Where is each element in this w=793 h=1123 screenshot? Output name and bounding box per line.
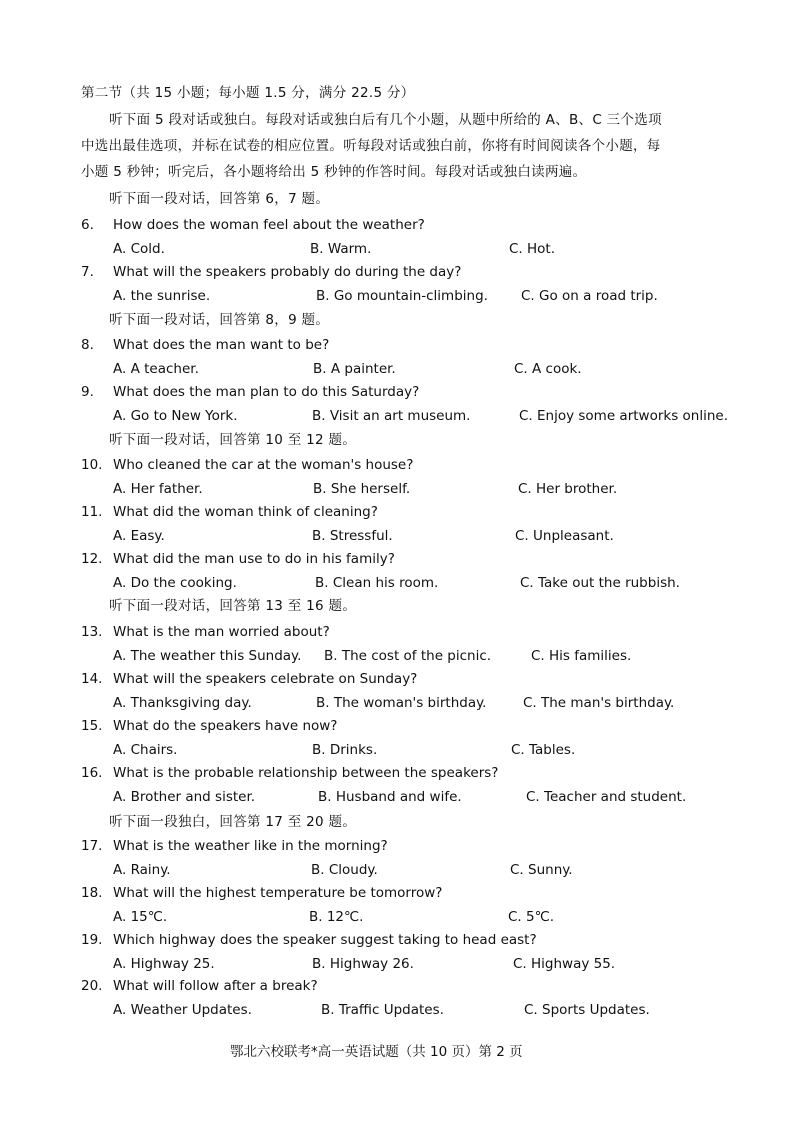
- answer-option-a: A. A teacher.: [113, 361, 199, 377]
- question-number: 6.: [81, 217, 94, 233]
- page-footer: 鄂北六校联考*高一英语试题（共 10 页）第 2 页: [230, 1044, 523, 1060]
- answer-option-c: C. Her brother.: [518, 481, 618, 497]
- answer-option-b: B. The woman's birthday.: [316, 695, 487, 711]
- answer-option-b: B. She herself.: [313, 481, 411, 497]
- question-text: What did the man use to do in his family?: [113, 551, 395, 567]
- question-number: 9.: [81, 384, 94, 400]
- answer-option-c: C. Sunny.: [510, 862, 573, 878]
- question-number: 11.: [81, 504, 103, 520]
- answer-option-b: B. Traffic Updates.: [321, 1002, 444, 1018]
- question-text: What did the woman think of cleaning?: [113, 504, 378, 520]
- section-title: 第二节（共 15 小题；每小题 1.5 分，满分 22.5 分）: [81, 85, 415, 101]
- question-number: 8.: [81, 337, 94, 353]
- question-number: 14.: [81, 671, 103, 687]
- question-text: What do the speakers have now?: [113, 718, 338, 734]
- question-number: 19.: [81, 932, 103, 948]
- answer-option-c: C. Unpleasant.: [515, 528, 614, 544]
- question-text: What will the speakers celebrate on Sunday?: [113, 671, 418, 687]
- question-text: What is the man worried about?: [113, 624, 330, 640]
- answer-option-c: C. A cook.: [514, 361, 582, 377]
- question-number: 7.: [81, 264, 94, 280]
- answer-option-b: B. Drinks.: [312, 742, 378, 758]
- group-intro: 听下面一段对话，回答第 13 至 16 题。: [109, 598, 357, 614]
- answer-option-a: A. Easy.: [113, 528, 165, 544]
- question-number: 12.: [81, 551, 103, 567]
- instruction-line: 中选出最佳选项，并标在试卷的相应位置。听每段对话或独白前，你将有时间阅读各个小题，每: [81, 138, 661, 154]
- answer-option-a: A. Brother and sister.: [113, 789, 256, 805]
- question-text: What will the speakers probably do during the day?: [113, 264, 462, 280]
- answer-option-c: C. Sports Updates.: [524, 1002, 650, 1018]
- answer-option-c: C. Tables.: [511, 742, 576, 758]
- group-intro: 听下面一段对话，回答第 8，9 题。: [109, 312, 330, 328]
- answer-option-b: B. Husband and wife.: [318, 789, 462, 805]
- answer-option-a: A. Rainy.: [113, 862, 171, 878]
- answer-option-a: A. 15℃.: [113, 909, 168, 925]
- question-text: What does the man plan to do this Saturday?: [113, 384, 420, 400]
- answer-option-b: B. The cost of the picnic.: [324, 648, 492, 664]
- answer-option-a: A. Her father.: [113, 481, 203, 497]
- answer-option-b: B. Clean his room.: [315, 575, 439, 591]
- instruction-line: 听下面 5 段对话或独白。每段对话或独白后有几个小题，从题中所给的 A、B、C 三个选项: [109, 112, 662, 128]
- question-number: 20.: [81, 978, 103, 994]
- question-text: Which highway does the speaker suggest taking to head east?: [113, 932, 537, 948]
- answer-option-a: A. Weather Updates.: [113, 1002, 252, 1018]
- answer-option-a: A. Go to New York.: [113, 408, 238, 424]
- answer-option-c: C. Highway 55.: [513, 956, 616, 972]
- answer-option-c: C. Take out the rubbish.: [520, 575, 680, 591]
- answer-option-a: A. Do the cooking.: [113, 575, 237, 591]
- answer-option-b: B. Cloudy.: [311, 862, 378, 878]
- instruction-line: 小题 5 秒钟；听完后，各小题将给出 5 秒钟的作答时间。每段对话或独白读两遍。: [81, 164, 587, 180]
- answer-option-b: B. A painter.: [313, 361, 396, 377]
- question-text: What is the weather like in the morning?: [113, 838, 388, 854]
- question-number: 13.: [81, 624, 103, 640]
- question-text: What does the man want to be?: [113, 337, 330, 353]
- answer-option-c: C. Teacher and student.: [526, 789, 687, 805]
- answer-option-a: A. Chairs.: [113, 742, 178, 758]
- answer-option-b: B. Visit an art museum.: [312, 408, 471, 424]
- answer-option-b: B. Warm.: [310, 241, 372, 257]
- group-intro: 听下面一段对话，回答第 6，7 题。: [109, 191, 330, 207]
- answer-option-a: A. the sunrise.: [113, 288, 211, 304]
- answer-option-b: B. Stressful.: [312, 528, 393, 544]
- question-number: 10.: [81, 457, 103, 473]
- question-number: 18.: [81, 885, 103, 901]
- question-number: 15.: [81, 718, 103, 734]
- answer-option-c: C. His families.: [531, 648, 632, 664]
- answer-option-c: C. 5℃.: [508, 909, 555, 925]
- answer-option-c: C. Enjoy some artworks online.: [519, 408, 729, 424]
- answer-option-b: B. Highway 26.: [312, 956, 414, 972]
- question-text: How does the woman feel about the weather?: [113, 217, 425, 233]
- question-text: What will follow after a break?: [113, 978, 318, 994]
- answer-option-b: B. 12℃.: [309, 909, 364, 925]
- group-intro: 听下面一段对话，回答第 10 至 12 题。: [109, 432, 357, 448]
- answer-option-a: A. Thanksgiving day.: [113, 695, 252, 711]
- question-number: 17.: [81, 838, 103, 854]
- answer-option-a: A. The weather this Sunday.: [113, 648, 302, 664]
- answer-option-c: C. The man's birthday.: [523, 695, 675, 711]
- question-text: Who cleaned the car at the woman's house?: [113, 457, 414, 473]
- answer-option-a: A. Highway 25.: [113, 956, 215, 972]
- question-text: What is the probable relationship between the speakers?: [113, 765, 499, 781]
- group-intro: 听下面一段独白，回答第 17 至 20 题。: [109, 814, 357, 830]
- question-number: 16.: [81, 765, 103, 781]
- answer-option-c: C. Hot.: [509, 241, 556, 257]
- answer-option-b: B. Go mountain-climbing.: [316, 288, 488, 304]
- question-text: What will the highest temperature be tomorrow?: [113, 885, 443, 901]
- answer-option-c: C. Go on a road trip.: [521, 288, 658, 304]
- answer-option-a: A. Cold.: [113, 241, 165, 257]
